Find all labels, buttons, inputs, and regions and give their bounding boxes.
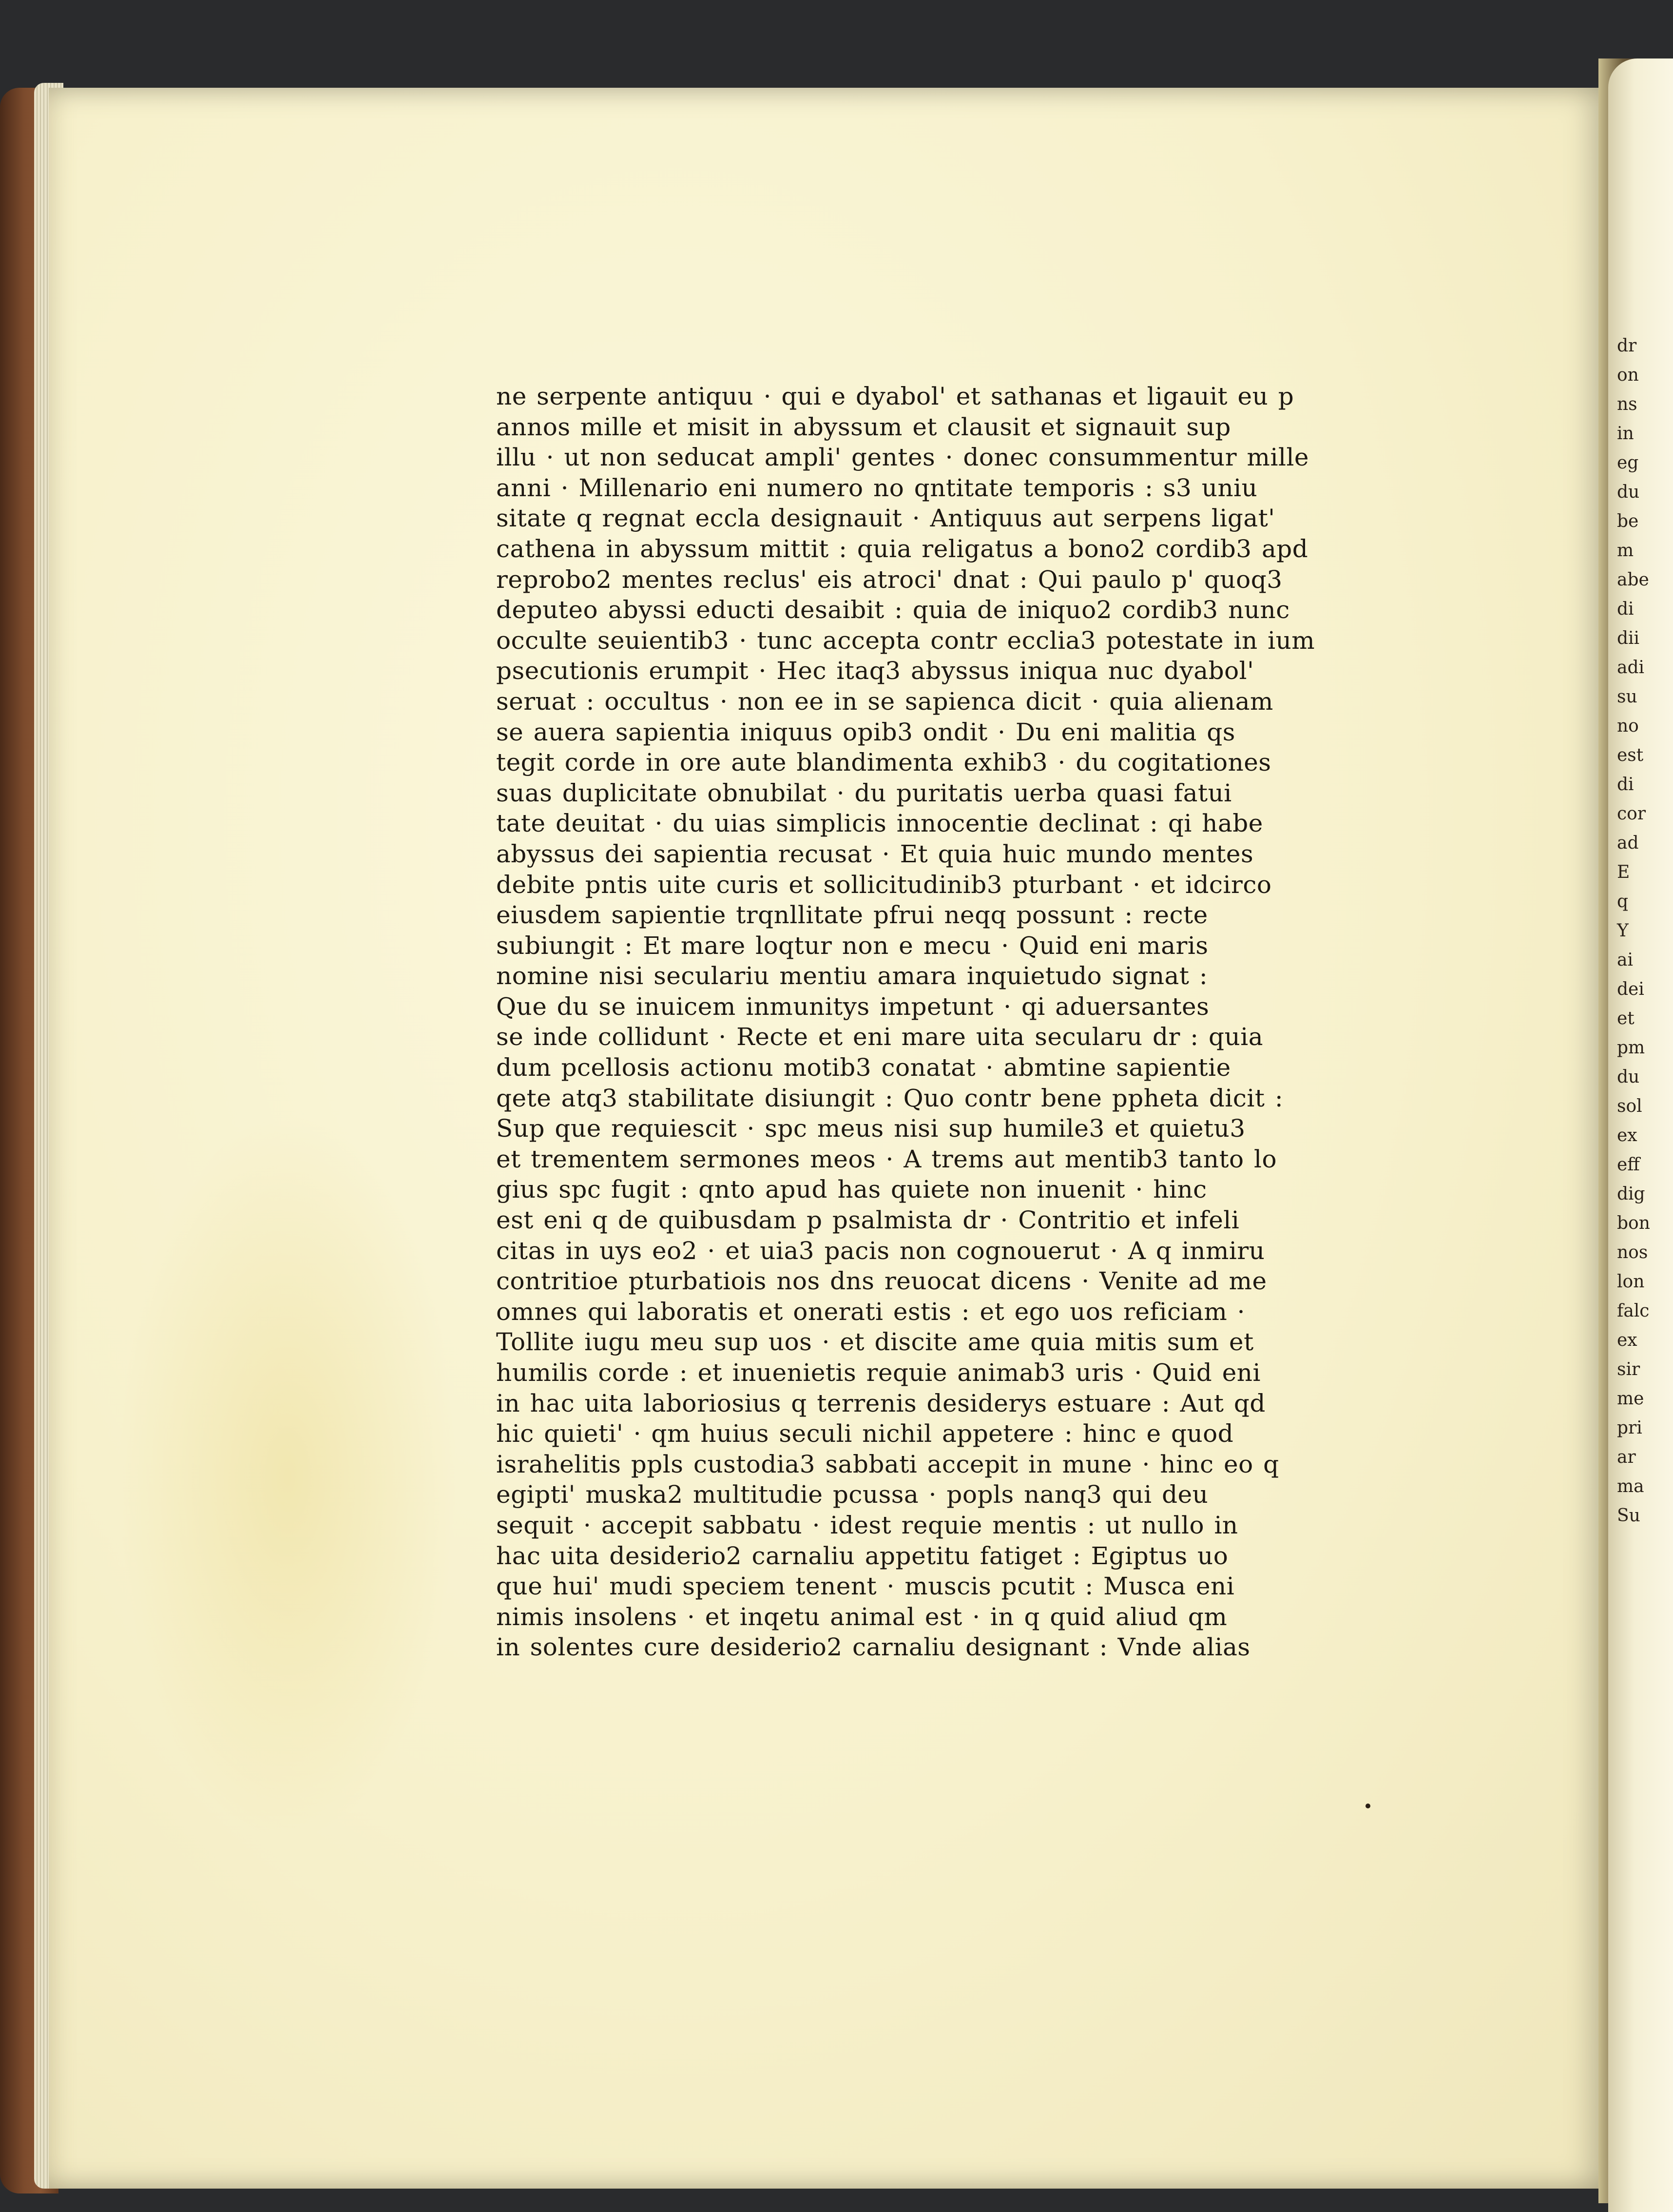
text-line: occulte seuientib3 · tunc accepta contr ecclia3 potestate in ium: [496, 626, 1315, 655]
text-line: hic quieti' · qm huius seculi nichil appetere : hinc e quod: [496, 1419, 1234, 1448]
text-line: illu · ut non seducat ampli' gentes · donec consummentur mille: [496, 443, 1309, 472]
facing-fragment: di: [1617, 599, 1634, 619]
text-line: hac uita desiderio2 carnaliu appetitu fatiget : Egiptus uo: [496, 1541, 1229, 1570]
facing-fragment: dei: [1617, 979, 1644, 999]
facing-fragment: Su: [1617, 1506, 1640, 1526]
text-line: omnes qui laboratis et onerati estis : et ego uos reficiam ·: [496, 1297, 1246, 1326]
text-line: psecutionis erumpit · Hec itaq3 abyssus iniqua nuc dyabol': [496, 657, 1254, 685]
facing-fragment: cor: [1617, 804, 1646, 824]
text-line: que hui' mudi speciem tenent · muscis pcutit : Musca eni: [496, 1572, 1235, 1601]
facing-fragment: du: [1617, 1067, 1640, 1087]
facing-fragment: su: [1617, 687, 1637, 707]
facing-fragment: in: [1617, 424, 1634, 444]
facing-fragment: ex: [1617, 1125, 1637, 1145]
text-line: suas duplicitate obnubilat · du puritatis uerba quasi fatui: [496, 778, 1232, 807]
facing-fragment: eg: [1617, 453, 1639, 473]
facing-fragment: eff: [1617, 1155, 1640, 1175]
facing-fragment: q: [1617, 892, 1629, 912]
facing-fragment: nos: [1617, 1242, 1648, 1262]
facing-fragment: bon: [1617, 1213, 1650, 1233]
text-line: tegit corde in ore aute blandimenta exhib3 · du cogitationes: [496, 748, 1271, 777]
facing-fragment: on: [1617, 365, 1639, 385]
text-line: qete atq3 stabilitate disiungit : Quo contr bene ppheta dicit :: [496, 1084, 1284, 1112]
facing-fragment: abe: [1617, 570, 1649, 590]
text-line: se auera sapientia iniquus opib3 ondit · Du eni malitia qs: [496, 718, 1235, 746]
facing-fragment: ns: [1617, 394, 1637, 414]
text-line: in solentes cure desiderio2 carnaliu designant : Vnde alias: [496, 1633, 1250, 1662]
text-line: israhelitis ppls custodia3 sabbati accepit in mune · hinc eo q: [496, 1450, 1279, 1478]
text-line: in hac uita laboriosius q terrenis desiderys estuare : Aut qd: [496, 1389, 1266, 1417]
text-line: Sup que requiescit · spc meus nisi sup humile3 et quietu3: [496, 1114, 1246, 1143]
text-line: dum pcellosis actionu motib3 conatat · abmtine sapientie: [496, 1053, 1231, 1082]
facing-fragment: be: [1617, 511, 1639, 531]
text-line: seruat : occultus · non ee in se sapienca dicit · quia alienam: [496, 687, 1273, 716]
ink-dot: [1365, 1804, 1370, 1808]
text-line: se inde collidunt · Recte et eni mare uita secularu dr : quia: [496, 1023, 1264, 1051]
text-line: reprobo2 mentes reclus' eis atroci' dnat : Qui paulo p' quoq3: [496, 565, 1283, 594]
text-line: debite pntis uite curis et sollicitudinib3 pturbant · et idcirco: [496, 870, 1272, 899]
facing-fragment: ar: [1617, 1447, 1636, 1467]
text-line: abyssus dei sapientia recusat · Et quia huic mundo mentes: [496, 839, 1254, 868]
facing-fragment: sol: [1617, 1096, 1642, 1116]
text-line: humilis corde : et inuenietis requie animab3 uris · Quid eni: [496, 1358, 1261, 1387]
facing-fragment: est: [1617, 745, 1644, 765]
text-line: egipti' muska2 multitudie pcussa · popls nanq3 qui deu: [496, 1480, 1209, 1509]
facing-fragment: pm: [1617, 1038, 1645, 1058]
facing-fragment: E: [1617, 862, 1630, 882]
text-line: gius spc fugit : qnto apud has quiete non inuenit · hinc: [496, 1175, 1207, 1204]
facing-fragment: ai: [1617, 950, 1633, 970]
text-line: nomine nisi seculariu mentiu amara inquietudo signat :: [496, 962, 1208, 990]
text-line: anni · Millenario eni numero no qntitate temporis : s3 uniu: [496, 473, 1258, 502]
text-line: cathena in abyssum mittit : quia religatus a bono2 cordib3 apd: [496, 534, 1308, 563]
facing-fragment: lon: [1617, 1272, 1645, 1292]
facing-fragment: dig: [1617, 1184, 1645, 1204]
text-line: tate deuitat · du uias simplicis innocentie declinat : qi habe: [496, 809, 1263, 838]
facing-fragment: sir: [1617, 1359, 1640, 1379]
facing-fragment: et: [1617, 1009, 1635, 1028]
text-column: [496, 381, 1427, 1756]
facing-fragment: ex: [1617, 1330, 1637, 1350]
facing-fragment: pri: [1617, 1418, 1642, 1438]
text-line: citas in uys eo2 · et uia3 pacis non cognouerut · A q inmiru: [496, 1236, 1265, 1265]
facing-fragment: ad: [1617, 833, 1639, 853]
text-line: deputeo abyssi educti desaibit : quia de iniquo2 cordib3 nunc: [496, 596, 1290, 624]
facing-fragment: no: [1617, 716, 1639, 736]
text-line: eiusdem sapientie trqnllitate pfrui neqq possunt : recte: [496, 901, 1208, 930]
facing-fragment: adi: [1617, 658, 1645, 678]
facing-fragment: m: [1617, 541, 1634, 561]
text-line: subiungit : Et mare loqtur non e mecu · Quid eni maris: [496, 931, 1209, 960]
text-line: contritioe pturbatiois nos dns reuocat dicens · Venite ad me: [496, 1267, 1267, 1296]
facing-page: [1608, 58, 1673, 2212]
facing-fragment: du: [1617, 482, 1640, 502]
text-line: nimis insolens · et inqetu animal est · in q quid aliud qm: [496, 1602, 1228, 1631]
text-line: sitate q regnat eccla designauit · Antiquus aut serpens ligat': [496, 504, 1275, 533]
parchment-stain: [117, 1111, 458, 1843]
facing-fragment: di: [1617, 775, 1634, 795]
facing-fragment: falc: [1617, 1301, 1650, 1321]
facing-fragment: me: [1617, 1389, 1644, 1409]
text-line: et trementem sermones meos · A trems aut mentib3 tanto lo: [496, 1145, 1277, 1173]
facing-fragment: dii: [1617, 628, 1640, 648]
text-line: annos mille et misit in abyssum et clausit et signauit sup: [496, 412, 1231, 441]
facing-fragment: Y: [1617, 921, 1629, 941]
text-line: Que du se inuicem inmunitys impetunt · qi aduersantes: [496, 992, 1210, 1021]
text-line: ne serpente antiquu · qui e dyabol' et sathanas et ligauit eu p: [496, 382, 1294, 410]
text-line: est eni q de quibusdam p psalmista dr · Contritio et infeli: [496, 1206, 1240, 1235]
facing-fragment: dr: [1617, 336, 1637, 356]
facing-fragment: ma: [1617, 1476, 1644, 1496]
text-line: sequit · accepit sabbatu · idest requie mentis : ut nullo in: [496, 1511, 1238, 1539]
facing-page-text: [1617, 331, 1671, 1531]
text-line: Tollite iugu meu sup uos · et discite ame quia mitis sum et: [496, 1328, 1254, 1357]
